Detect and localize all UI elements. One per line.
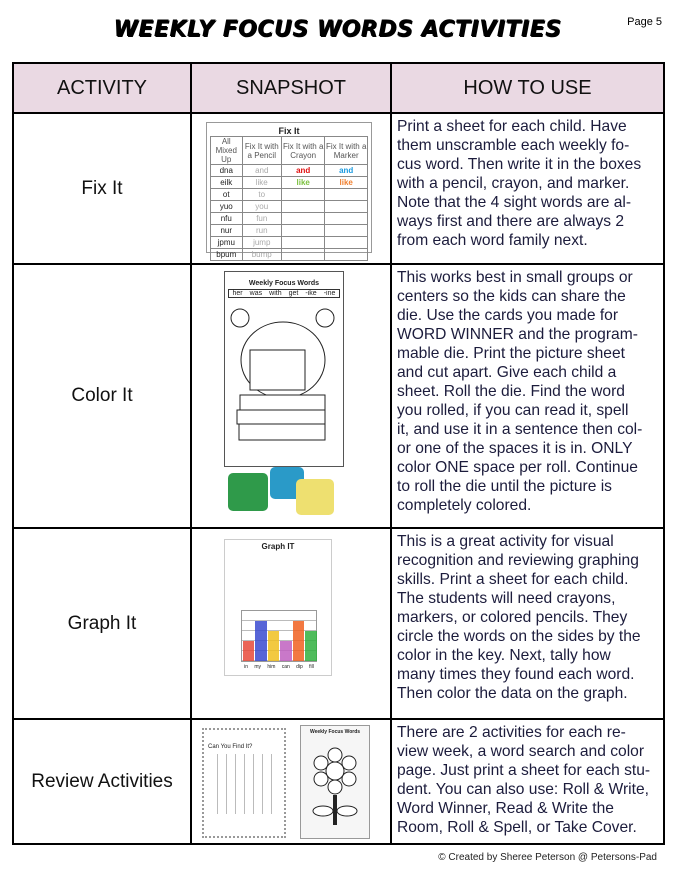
activity-name: Review Activities <box>13 719 191 844</box>
text-line: circle the words on the sides by the <box>397 628 641 645</box>
word-list <box>228 289 340 298</box>
color-it-worksheet <box>224 271 344 467</box>
grid-cell <box>281 213 324 225</box>
grid-cell: like <box>325 177 368 189</box>
grid-cell: bump <box>242 249 281 261</box>
text-line: There are 2 activities for each re- <box>397 724 626 741</box>
focus-word: her <box>232 290 243 297</box>
text-line: with a pencil, crayon, and marker. <box>397 175 630 192</box>
text-line: dent. You can also use: Roll & Write, <box>397 781 649 798</box>
copyright-footer: © Created by Sheree Peterson @ Petersons-Pad <box>438 852 657 863</box>
grid-header: Fix It with a Marker <box>325 137 368 165</box>
graph-label: him <box>267 664 276 670</box>
text-line: sheet. Roll the die. Find the word <box>397 383 625 400</box>
text-line: Room, Roll & Spell, or Take Cover. <box>397 819 637 836</box>
grid-cell: and <box>325 165 368 177</box>
text-line: color ONE space per roll. Continue <box>397 459 638 476</box>
text-line: die. Use the cards you made for <box>397 307 619 324</box>
grid-cell <box>281 249 324 261</box>
grid-cell <box>281 189 324 201</box>
text-line: to roll the die until the picture is <box>397 478 612 495</box>
snapshot-fix-it <box>191 113 391 264</box>
grid-cell: dna <box>211 165 243 177</box>
focus-word: -ine <box>323 290 336 297</box>
graph-label: my <box>254 664 262 670</box>
how-to-use-text <box>391 719 664 844</box>
grid-cell <box>281 201 324 213</box>
page-title: WEEKLY FOCUS WORDS ACTIVITIES <box>113 17 562 42</box>
grid-cell: like <box>281 177 324 189</box>
graph-label: fill <box>309 664 314 670</box>
graph-label: in <box>244 664 249 670</box>
activity-name: Fix It <box>13 113 191 264</box>
page-number: Page 5 <box>627 16 662 28</box>
flower-worksheet <box>300 725 370 839</box>
grid-cell: eilk <box>211 177 243 189</box>
text-line: WORD WINNER and the program- <box>397 326 638 343</box>
graph-bar-can <box>280 641 292 661</box>
grid-header: All Mixed Up <box>211 137 243 165</box>
text-line: completely colored. <box>397 497 532 514</box>
graph-bar-fill <box>305 631 317 661</box>
snapshot-graph-it <box>191 528 391 719</box>
activity-name: Graph It <box>13 528 191 719</box>
text-line: and cut apart. Give each child a <box>397 364 617 381</box>
graph-it-worksheet <box>224 539 332 676</box>
grid-cell: like <box>242 177 281 189</box>
grid-cell <box>325 225 368 237</box>
flower-illustration <box>301 735 369 835</box>
text-line: many times they found each word. <box>397 666 635 683</box>
text-line: Print a sheet for each child. Have <box>397 118 627 135</box>
focus-word: get <box>288 290 299 297</box>
grid-cell: nfu <box>211 213 243 225</box>
grid-cell: to <box>242 189 281 201</box>
graph-bar-my <box>255 621 267 661</box>
text-line: markers, or colored pencils. They <box>397 609 628 626</box>
text-line: ways first and there are always 2 <box>397 213 625 230</box>
fix-it-grid <box>210 136 368 261</box>
text-line: The students will need crayons, <box>397 590 616 607</box>
text-line: color in the key. Next, tally how <box>397 647 611 664</box>
graph-label: can <box>281 664 290 670</box>
bar-graph <box>241 610 317 662</box>
text-line: them unscramble each weekly fo- <box>397 137 630 154</box>
grid-cell: jump <box>242 237 281 249</box>
text-line: mable die. Print the picture sheet <box>397 345 625 362</box>
text-line: page. Just print a sheet for each stu- <box>397 762 651 779</box>
grid-cell: you <box>242 201 281 213</box>
worksheet-title: Fix It <box>278 126 300 136</box>
text-line: Word Winner, Read & Write the <box>397 800 614 817</box>
how-to-use-text <box>391 264 664 528</box>
grid-cell <box>281 237 324 249</box>
table-row <box>13 528 664 719</box>
table-row <box>13 113 664 264</box>
how-to-use-text <box>391 528 664 719</box>
grid-cell <box>325 237 368 249</box>
how-to-use-text <box>391 113 664 264</box>
worksheet-title: Can You Find It? <box>208 744 253 750</box>
grid-cell: fun <box>242 213 281 225</box>
graph-bar-him <box>268 631 280 661</box>
worksheet-title: Weekly Focus Words <box>309 729 361 735</box>
grid-cell <box>325 201 368 213</box>
text-line: centers so the kids can share the <box>397 288 626 305</box>
grid-cell: ot <box>211 189 243 201</box>
header-activity: ACTIVITY <box>13 63 191 113</box>
text-line: This is a great activity for visual <box>397 533 614 550</box>
worksheet-title: Graph IT <box>261 542 295 551</box>
activities-table <box>12 62 665 845</box>
text-line: from each word family next. <box>397 232 588 249</box>
graph-bar-in <box>243 641 255 661</box>
text-line: you rolled, if you can read it, spell <box>397 402 629 419</box>
header-how-to-use: HOW TO USE <box>391 63 664 113</box>
text-line: This works best in small groups or <box>397 269 633 286</box>
fix-it-worksheet <box>206 122 372 259</box>
green-die <box>228 473 268 511</box>
grid-cell: and <box>242 165 281 177</box>
activity-name: Color It <box>13 264 191 528</box>
snapshot-color-it <box>191 264 391 528</box>
worksheet-title: Weekly Focus Words <box>248 280 320 287</box>
text-line: view week, a word search and color <box>397 743 645 760</box>
grid-cell <box>325 249 368 261</box>
grid-cell: nur <box>211 225 243 237</box>
text-line: Then color the data on the graph. <box>397 685 628 702</box>
monster-reading-illustration <box>225 300 343 450</box>
grid-cell <box>325 213 368 225</box>
text-line: cus word. Then write it in the boxes <box>397 156 642 173</box>
graph-label: dip <box>296 664 303 670</box>
graph-bar-dip <box>293 621 305 661</box>
yellow-die <box>296 479 334 515</box>
letter-grid <box>212 754 276 814</box>
grid-cell: jpmu <box>211 237 243 249</box>
grid-cell: run <box>242 225 281 237</box>
word-search-worksheet <box>202 728 286 838</box>
text-line: Note that the 4 sight words are al- <box>397 194 632 211</box>
table-row <box>13 719 664 844</box>
table-row <box>13 264 664 528</box>
text-line: recognition and reviewing graphing <box>397 552 639 569</box>
grid-cell: yuo <box>211 201 243 213</box>
grid-header: Fix It with a Crayon <box>281 137 324 165</box>
table-header-row <box>13 63 664 113</box>
snapshot-review <box>191 719 391 844</box>
focus-word: was <box>249 290 263 297</box>
grid-cell <box>325 189 368 201</box>
grid-cell <box>281 225 324 237</box>
grid-header: Fix It with a Pencil <box>242 137 281 165</box>
focus-word: with <box>269 290 282 297</box>
grid-cell: bpum <box>211 249 243 261</box>
grid-cell: and <box>281 165 324 177</box>
graph-labels <box>241 664 317 670</box>
text-line: skills. Print a sheet for each child. <box>397 571 629 588</box>
text-line: it, and use it in a sentence then col- <box>397 421 643 438</box>
text-line: or one of the spaces it is in. ONLY <box>397 440 633 457</box>
focus-word: -ike <box>305 290 317 297</box>
header-snapshot: SNAPSHOT <box>191 63 391 113</box>
